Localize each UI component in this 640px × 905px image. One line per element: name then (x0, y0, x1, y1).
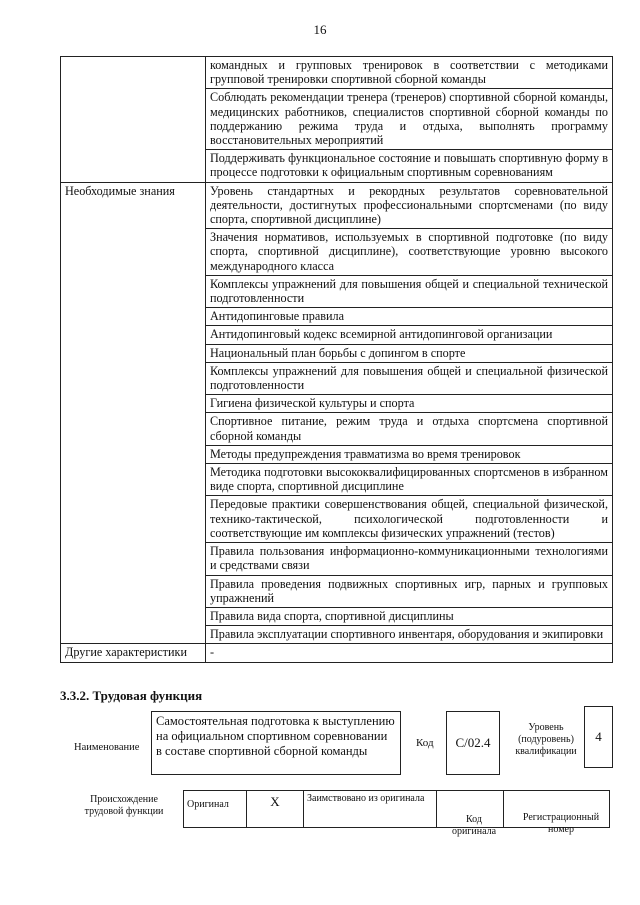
table-cell: Методика подготовки высококвалифицированных спортсменов в избранном виде спорта, спортивной дисциплине (206, 464, 613, 496)
table-cell: Уровень стандартных и рекордных результатов соревновательной деятельности, достигнутых профессиональными спортсменами (по виду спорта, спортивной дисциплине) (206, 182, 613, 229)
table-cell: Правила вида спорта, спортивной дисциплины (206, 607, 613, 625)
table-cell: Передовые практики совершенствования общей, специальной физической, технико-тактической, психологической подготовленности и соответствующие им комплексы физических упражнений (тестов) (206, 496, 613, 543)
table-cell: Поддерживать функциональное состояние и повышать спортивную форму в процессе подготовки к официальным спортивным соревнованиям (206, 150, 613, 182)
original-mark: X (247, 791, 304, 828)
code-label: Код (416, 737, 434, 749)
table-cell: Значения нормативов, используемых в спортивной подготовке (по виду спорта, спортивной дисциплине), соответствующие уровню высокого международного класса (206, 229, 613, 276)
knowledge-table (60, 56, 613, 663)
level-value-box: 4 (584, 706, 613, 768)
section-title: 3.3.2. Трудовая функция (60, 688, 203, 703)
table-cell: Методы предупреждения травматизма во время тренировок (206, 445, 613, 463)
function-name-box: Самостоятельная подготовка к выступлению на официальном спортивном соревновании в составе спортивной сборной команды (151, 711, 401, 775)
original-label: Оригинал (184, 791, 247, 828)
borrowed-label: Заимствовано из оригинала (304, 791, 437, 828)
origin-label: Происхождение трудовой функции (84, 794, 164, 817)
table-cell: - (206, 644, 613, 662)
table-cell: Правила пользования информационно-коммуникационными технологиями и средствами связи (206, 543, 613, 575)
table-cell: Соблюдать рекомендации тренера (тренеров) спортивной сборной команды, медицинских работников, специалистов спортивной сборной команды по поддержанию режима труда и отдыха, выполнять программу восстановительных мероприятий (206, 89, 613, 150)
table-row (61, 57, 613, 89)
row-label: Необходимые знания (61, 182, 206, 644)
table-row (61, 182, 613, 229)
table-cell: Гигиена физической культуры и спорта (206, 395, 613, 413)
table-cell: Правила эксплуатации спортивного инвентаря, оборудования и экипировки (206, 626, 613, 644)
row-label: Другие характеристики (61, 644, 206, 662)
table-cell: Национальный план борьбы с допингом в спорте (206, 344, 613, 362)
table-cell: Спортивное питание, режим труда и отдыха спортсмена спортивной сборной команды (206, 413, 613, 445)
row-label-empty (61, 57, 206, 183)
table-cell: Антидопинговые правила (206, 308, 613, 326)
table-cell: Антидопинговый кодекс всемирной антидопинговой организации (206, 326, 613, 344)
table-cell: Комплексы упражнений для повышения общей и специальной физической подготовленности (206, 362, 613, 394)
reg-number-caption: Регистрационный номер (522, 812, 600, 835)
table-row (61, 644, 613, 662)
table-cell: Правила проведения подвижных спортивных игр, парных и групповых упражнений (206, 575, 613, 607)
code-original-caption: Код оригинала (451, 814, 497, 837)
table-cell: командных и групповых тренировок в соответствии с методиками групповой тренировки спортивной сборной команды (206, 57, 613, 89)
function-code-box: C/02.4 (446, 711, 500, 775)
name-label: Наименование (74, 742, 140, 753)
level-label: Уровень (подуровень) квалификации (515, 722, 577, 757)
table-cell: Комплексы упражнений для повышения общей и специальной технической подготовленности (206, 275, 613, 307)
page-number: 16 (313, 22, 327, 37)
